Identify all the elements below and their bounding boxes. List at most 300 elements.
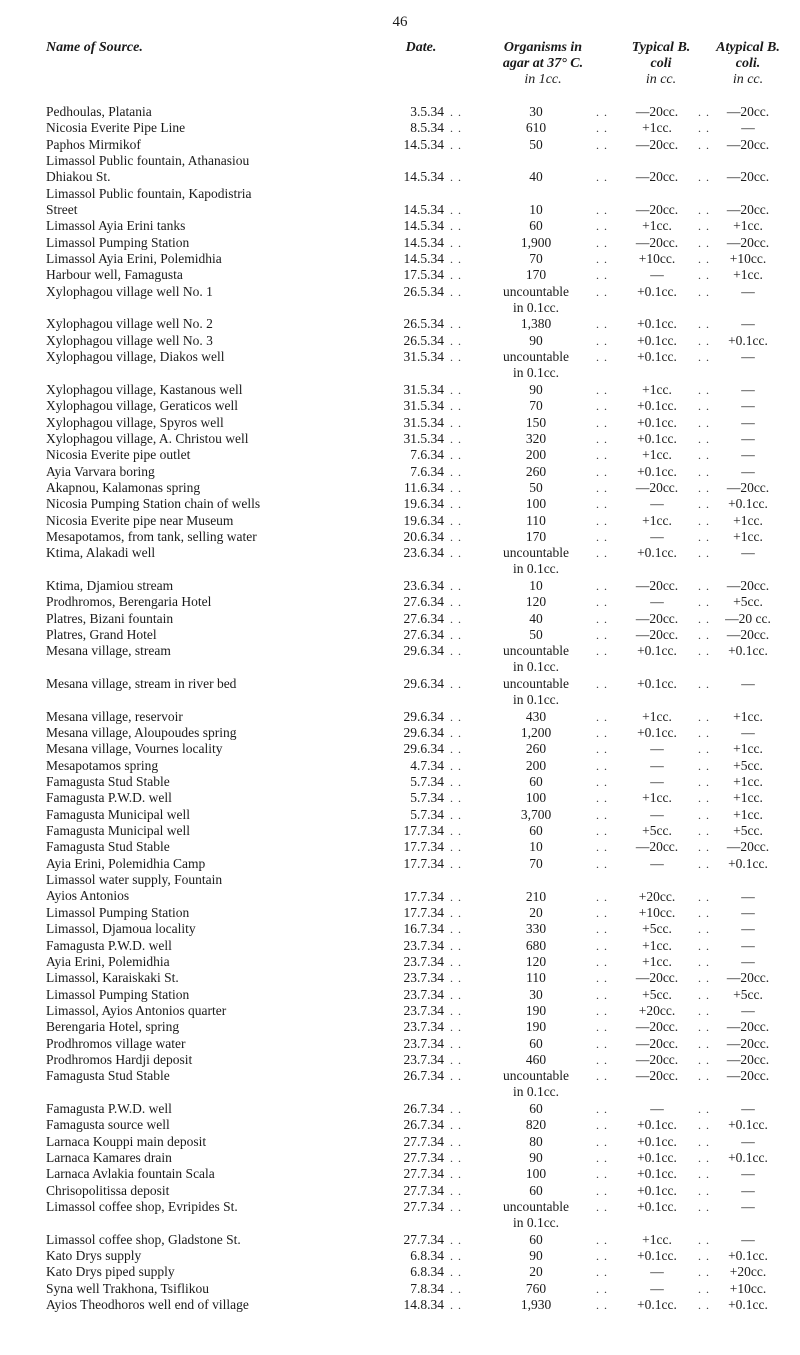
- source-name-line1: Famagusta Municipal well: [46, 823, 190, 839]
- dot-leader: . .: [596, 938, 608, 953]
- table-row: [46, 954, 776, 970]
- dot-leader: . .: [698, 350, 710, 365]
- table-row: [46, 153, 776, 186]
- typical-b-coli: —20cc.: [635, 169, 679, 185]
- organisms-count: [474, 725, 598, 741]
- organisms-count-value: 70: [529, 251, 543, 267]
- dot-leader: . .: [698, 905, 710, 920]
- table-row: [46, 1068, 776, 1101]
- dot-leader: . .: [698, 938, 710, 953]
- atypical-b-coli: —20cc.: [726, 970, 770, 986]
- dot-leader: . .: [450, 529, 462, 544]
- typical-b-coli: +5cc.: [642, 986, 672, 1002]
- organisms-count-value: 60: [529, 218, 543, 234]
- dot-leader: . .: [596, 1036, 608, 1051]
- table-row: [46, 725, 776, 741]
- dot-leader: . .: [450, 775, 462, 790]
- dot-leader: . .: [596, 480, 608, 495]
- atypical-b-coli: —: [741, 904, 755, 920]
- organisms-count-unit: in 0.1cc.: [512, 561, 560, 577]
- organisms-count: [474, 1052, 598, 1068]
- organisms-count: [474, 349, 598, 381]
- organisms-count-value: 50: [529, 627, 543, 642]
- organisms-count: [474, 676, 598, 708]
- source-name: [46, 186, 396, 218]
- organisms-count-value: 320: [525, 430, 547, 446]
- header-organisms-line3: in 1cc.: [524, 72, 562, 87]
- dot-leader: . .: [698, 775, 710, 790]
- dot-leader: . .: [596, 235, 608, 250]
- header-atypical-line3: in cc.: [732, 72, 764, 87]
- organisms-count-value: 70: [529, 855, 543, 871]
- dot-leader: . .: [698, 1281, 710, 1296]
- dot-leader: . .: [450, 1151, 462, 1165]
- organisms-count-value: 260: [525, 463, 547, 479]
- dot-leader: . .: [450, 1003, 462, 1018]
- typical-b-coli: +1cc.: [642, 1231, 672, 1247]
- source-name: [46, 1036, 396, 1052]
- typical-b-coli: —20cc.: [635, 577, 679, 593]
- atypical-b-coli: +10cc.: [729, 1280, 767, 1296]
- sample-date: 27.7.34: [403, 1231, 444, 1247]
- table-row: [46, 1019, 776, 1035]
- dot-leader: . .: [698, 791, 710, 806]
- organisms-count: [474, 398, 598, 414]
- organisms-count: [474, 611, 598, 627]
- table-row: [46, 186, 776, 219]
- sample-date: 26.5.34: [403, 283, 444, 299]
- table-row: [46, 120, 776, 136]
- source-name: [46, 218, 396, 234]
- dot-leader: . .: [698, 513, 710, 528]
- sample-date: 5.7.34: [410, 790, 444, 806]
- typical-b-coli: —: [650, 774, 664, 790]
- header-typical: [618, 40, 704, 88]
- source-name: [46, 823, 396, 839]
- dot-leader: . .: [450, 856, 462, 871]
- sample-date: 17.5.34: [403, 267, 444, 283]
- source-name-line1: Xylophagou village, Kastanous well: [46, 381, 243, 397]
- dot-leader: . .: [450, 137, 462, 152]
- organisms-count-value: 200: [525, 757, 547, 773]
- organisms-count-value: 1,930: [520, 1297, 552, 1313]
- dot-leader: . .: [450, 709, 462, 724]
- table-row: [46, 611, 776, 627]
- dot-leader: . .: [450, 1200, 462, 1215]
- sample-date: 27.7.34: [403, 1199, 444, 1215]
- atypical-b-coli: —20cc.: [726, 169, 770, 185]
- source-name: [46, 1117, 396, 1133]
- dot-leader: . .: [698, 922, 710, 937]
- dot-leader: . .: [450, 464, 462, 479]
- table-row: [46, 1150, 776, 1166]
- dot-leader: . .: [450, 350, 462, 365]
- source-name-line1: Prodhromos Hardji deposit: [46, 1051, 193, 1067]
- dot-leader: . .: [698, 856, 710, 871]
- dot-leader: . .: [450, 546, 462, 561]
- typical-b-coli: +1cc.: [642, 120, 672, 136]
- source-name: [46, 970, 396, 986]
- atypical-b-coli: —: [741, 316, 755, 332]
- dot-leader: . .: [698, 546, 710, 561]
- typical-b-coli: —: [650, 741, 664, 757]
- dot-leader: . .: [596, 415, 608, 430]
- table-row: [46, 382, 776, 398]
- dot-leader: . .: [450, 938, 462, 953]
- organisms-count-value: 70: [529, 398, 543, 414]
- dot-leader: . .: [596, 824, 608, 839]
- dot-leader: . .: [596, 1232, 608, 1247]
- source-name: [46, 709, 396, 725]
- dot-leader: . .: [698, 742, 710, 757]
- source-name-line1: Xylophagou village, Geraticos well: [46, 398, 238, 414]
- dot-leader: . .: [596, 922, 608, 937]
- typical-b-coli: —20cc.: [635, 202, 679, 218]
- sample-date: 17.7.34: [403, 823, 444, 839]
- organisms-count: [474, 889, 598, 905]
- table-row: [46, 1264, 776, 1280]
- typical-b-coli: +0.1cc.: [637, 643, 677, 659]
- typical-b-coli: +20cc.: [638, 888, 676, 904]
- typical-b-coli: +0.1cc.: [637, 1297, 677, 1313]
- dot-leader: . .: [596, 1020, 608, 1035]
- table-row: [46, 447, 776, 463]
- dot-leader: . .: [450, 726, 462, 741]
- source-name-line1: Limassol, Karaiskaki St.: [46, 970, 179, 986]
- dot-leader: . .: [450, 922, 462, 937]
- organisms-count: [474, 823, 598, 839]
- source-name: [46, 1134, 396, 1150]
- source-name-line1: Limassol Ayia Erini, Polemidhia: [46, 251, 222, 267]
- organisms-count-value: uncountable: [503, 1199, 569, 1215]
- table-row: [46, 1036, 776, 1052]
- organisms-count: [474, 316, 598, 332]
- dot-leader: . .: [596, 644, 608, 659]
- typical-b-coli: +1cc.: [642, 381, 672, 397]
- organisms-count-value: 80: [529, 1133, 543, 1149]
- source-name: [46, 758, 396, 774]
- organisms-count: [474, 1281, 598, 1297]
- source-name: [46, 1019, 396, 1035]
- dot-leader: . .: [698, 399, 710, 414]
- source-name: [46, 1297, 396, 1313]
- source-name-line1: Limassol Public fountain, Kapodistria: [46, 185, 252, 201]
- organisms-count: [474, 284, 598, 316]
- typical-b-coli: —: [650, 757, 664, 773]
- atypical-b-coli: +5cc.: [733, 757, 763, 773]
- source-name-line1: Kato Drys piped supply: [46, 1264, 175, 1280]
- sample-date: 23.6.34: [403, 577, 444, 593]
- table-row: [46, 251, 776, 267]
- source-name: [46, 856, 396, 872]
- dot-leader: . .: [698, 709, 710, 724]
- atypical-b-coli: +0.1cc.: [728, 496, 768, 512]
- organisms-count: [474, 218, 598, 234]
- organisms-count-value: 60: [529, 1100, 543, 1116]
- dot-leader: . .: [698, 235, 710, 250]
- typical-b-coli: —: [650, 267, 664, 283]
- organisms-count-value: 200: [525, 447, 547, 463]
- sample-date: 23.7.34: [403, 970, 444, 986]
- organisms-count-value: 820: [525, 1117, 547, 1133]
- source-name-line1: Syna well Trakhona, Tsiflikou: [46, 1280, 210, 1296]
- dot-leader: . .: [698, 105, 710, 119]
- typical-b-coli: —: [650, 496, 664, 512]
- source-name: [46, 872, 396, 904]
- source-name-line1: Famagusta Municipal well: [46, 806, 190, 822]
- dot-leader: . .: [450, 333, 462, 348]
- table-row: [46, 839, 776, 855]
- source-name: [46, 447, 396, 463]
- source-name-line1: Nicosia Everite Pipe Line: [46, 120, 186, 136]
- source-name-line1: Limassol coffee shop, Gladstone St.: [46, 1231, 241, 1247]
- sample-date: 23.7.34: [403, 953, 444, 969]
- table-row: [46, 398, 776, 414]
- atypical-b-coli: —: [741, 398, 755, 414]
- typical-b-coli: +10cc.: [638, 904, 676, 920]
- organisms-count-value: 610: [525, 120, 547, 136]
- dot-leader: . .: [698, 824, 710, 839]
- dot-leader: . .: [698, 987, 710, 1002]
- dot-leader: . .: [596, 170, 608, 185]
- source-name-line1: Nicosia Everite pipe near Museum: [46, 512, 234, 528]
- organisms-count-value: 90: [529, 332, 543, 348]
- typical-b-coli: +0.1cc.: [637, 414, 677, 430]
- dot-leader: . .: [698, 954, 710, 969]
- table-row: [46, 137, 776, 153]
- dot-leader: . .: [698, 726, 710, 741]
- dot-leader: . .: [596, 611, 608, 626]
- organisms-count-value: 110: [526, 970, 546, 986]
- typical-b-coli: +1cc.: [642, 937, 672, 953]
- sample-date: 19.6.34: [403, 496, 444, 512]
- organisms-count: [474, 627, 598, 643]
- source-name-line1: Mesana village, stream: [46, 643, 171, 659]
- dot-leader: . .: [596, 497, 608, 512]
- organisms-count-value: 100: [525, 496, 547, 512]
- source-name-line1: Larnaca Kouppi main deposit: [46, 1133, 207, 1149]
- sample-date: 23.7.34: [403, 1019, 444, 1035]
- dot-leader: . .: [596, 726, 608, 741]
- source-name-line1: Xylophagou village well No. 2: [46, 316, 213, 332]
- dot-leader: . .: [596, 1151, 608, 1165]
- typical-b-coli: +0.1cc.: [637, 1166, 677, 1182]
- atypical-b-coli: +1cc.: [733, 708, 763, 724]
- sample-date: 29.6.34: [403, 725, 444, 741]
- atypical-b-coli: —: [741, 447, 755, 463]
- organisms-count-value: 100: [525, 790, 547, 806]
- atypical-b-coli: +10cc.: [729, 251, 767, 267]
- atypical-b-coli: —: [741, 953, 755, 969]
- source-name-line1: Platres, Bizani fountain: [46, 610, 174, 626]
- dot-leader: . .: [698, 252, 710, 267]
- typical-b-coli: +1cc.: [642, 447, 672, 463]
- sample-date: 27.6.34: [403, 610, 444, 626]
- atypical-b-coli: —: [741, 921, 755, 937]
- typical-b-coli: +0.1cc.: [637, 1248, 677, 1264]
- dot-leader: . .: [596, 1003, 608, 1018]
- typical-b-coli: +1cc.: [642, 512, 672, 528]
- data-table: [46, 104, 776, 1313]
- dot-leader: . .: [450, 448, 462, 463]
- dot-leader: . .: [596, 252, 608, 267]
- page-number: 46: [392, 14, 408, 30]
- dot-leader: . .: [450, 105, 462, 119]
- atypical-b-coli: +0.1cc.: [728, 1117, 768, 1133]
- source-name: [46, 1199, 396, 1215]
- dot-leader: . .: [698, 203, 710, 218]
- source-name-line1: Famagusta Stud Stable: [46, 839, 170, 855]
- dot-leader: . .: [450, 1020, 462, 1035]
- typical-b-coli: —20cc.: [635, 1035, 679, 1051]
- dot-leader: . .: [596, 529, 608, 544]
- source-name: [46, 1281, 396, 1297]
- source-name-line1: Akapnou, Kalamonas spring: [46, 479, 201, 495]
- table-row: [46, 235, 776, 251]
- typical-b-coli: —20cc.: [635, 1068, 679, 1084]
- source-name-line1: Kato Drys supply: [46, 1248, 142, 1264]
- table-row: [46, 970, 776, 986]
- dot-leader: . .: [596, 464, 608, 479]
- dot-leader: . .: [596, 807, 608, 822]
- organisms-count: [474, 758, 598, 774]
- dot-leader: . .: [698, 1118, 710, 1133]
- table-row: [46, 905, 776, 921]
- dot-leader: . .: [596, 137, 608, 152]
- header-typical-line1: Typical B.: [631, 40, 691, 55]
- sample-date: 14.5.34: [403, 218, 444, 234]
- dot-leader: . .: [698, 170, 710, 185]
- atypical-b-coli: +1cc.: [733, 790, 763, 806]
- organisms-count: [474, 1019, 598, 1035]
- atypical-b-coli: —20cc.: [726, 136, 770, 152]
- organisms-count: [474, 1297, 598, 1313]
- organisms-count-value: 100: [525, 1166, 547, 1182]
- typical-b-coli: +0.1cc.: [637, 430, 677, 446]
- dot-leader: . .: [698, 382, 710, 397]
- typical-b-coli: +0.1cc.: [637, 463, 677, 479]
- dot-leader: . .: [596, 219, 608, 234]
- atypical-b-coli: —: [741, 725, 755, 741]
- atypical-b-coli: +5cc.: [733, 823, 763, 839]
- dot-leader: . .: [698, 480, 710, 495]
- dot-leader: . .: [450, 1167, 462, 1182]
- sample-date: 7.8.34: [410, 1280, 444, 1296]
- table-row: [46, 464, 776, 480]
- sample-date: 27.6.34: [403, 594, 444, 610]
- dot-leader: . .: [698, 677, 710, 692]
- source-name-line1: Platres, Grand Hotel: [46, 627, 157, 642]
- organisms-count-value: 150: [525, 414, 547, 430]
- organisms-count-value: 60: [529, 1231, 543, 1247]
- table-row: [46, 774, 776, 790]
- source-name: [46, 137, 396, 153]
- dot-leader: . .: [450, 644, 462, 659]
- table-row: [46, 676, 776, 709]
- organisms-count-value: 190: [525, 1019, 547, 1035]
- source-name: [46, 921, 396, 937]
- table-row: [46, 1183, 776, 1199]
- table-row: [46, 1003, 776, 1019]
- source-name: [46, 1183, 396, 1199]
- source-name-line1: Famagusta source well: [46, 1117, 170, 1133]
- dot-leader: . .: [596, 431, 608, 446]
- source-name-line1: Famagusta P.W.D. well: [46, 937, 172, 953]
- sample-date: 31.5.34: [403, 381, 444, 397]
- dot-leader: . .: [596, 578, 608, 593]
- sample-date: 26.5.34: [403, 332, 444, 348]
- dot-leader: . .: [698, 1265, 710, 1280]
- source-name: [46, 153, 396, 185]
- source-name-line1: Famagusta Stud Stable: [46, 774, 170, 790]
- source-name-line1: Mesapotamos, from tank, selling water: [46, 528, 257, 544]
- organisms-count: [474, 905, 598, 921]
- sample-date: 27.7.34: [403, 1166, 444, 1182]
- dot-leader: . .: [596, 317, 608, 332]
- typical-b-coli: +0.1cc.: [637, 1133, 677, 1149]
- sample-date: 7.6.34: [410, 447, 444, 463]
- atypical-b-coli: —20cc.: [726, 234, 770, 250]
- table-row: [46, 643, 776, 676]
- sample-date: 23.7.34: [403, 1002, 444, 1018]
- dot-leader: . .: [450, 268, 462, 283]
- dot-leader: . .: [596, 709, 608, 724]
- dot-leader: . .: [596, 333, 608, 348]
- source-name: [46, 529, 396, 545]
- atypical-b-coli: —: [741, 463, 755, 479]
- typical-b-coli: +10cc.: [638, 251, 676, 267]
- dot-leader: . .: [596, 448, 608, 463]
- table-row: [46, 513, 776, 529]
- atypical-b-coli: —: [741, 1166, 755, 1182]
- dot-leader: . .: [596, 1249, 608, 1264]
- sample-date: 5.7.34: [410, 774, 444, 790]
- typical-b-coli: —: [650, 594, 664, 610]
- dot-leader: . .: [450, 758, 462, 773]
- source-name: [46, 594, 396, 610]
- source-name-line2: Street: [46, 201, 78, 217]
- dot-leader: . .: [698, 595, 710, 610]
- atypical-b-coli: +0.1cc.: [728, 1248, 768, 1264]
- source-name: [46, 1248, 396, 1264]
- table-row: [46, 496, 776, 512]
- source-name-line1: Larnaca Avlakia fountain Scala: [46, 1166, 215, 1182]
- sample-date: 17.7.34: [403, 839, 444, 855]
- source-name: [46, 349, 396, 365]
- dot-leader: . .: [450, 252, 462, 267]
- organisms-count: [474, 251, 598, 267]
- typical-b-coli: —20cc.: [635, 1051, 679, 1067]
- source-name: [46, 545, 396, 561]
- organisms-count: [474, 431, 598, 447]
- typical-b-coli: +1cc.: [642, 953, 672, 969]
- source-name: [46, 513, 396, 529]
- organisms-count: [474, 839, 598, 855]
- source-name-line1: Nicosia Everite pipe outlet: [46, 447, 191, 463]
- dot-leader: . .: [596, 399, 608, 414]
- atypical-b-coli: —20cc.: [726, 1019, 770, 1035]
- organisms-count-value: uncountable: [503, 349, 569, 365]
- table-row: [46, 431, 776, 447]
- source-name-line1: Limassol Pumping Station: [46, 234, 190, 250]
- atypical-b-coli: —20cc.: [726, 839, 770, 855]
- dot-leader: . .: [596, 546, 608, 561]
- organisms-count-value: 460: [525, 1051, 547, 1067]
- source-name-line2: Dhiakou St.: [46, 169, 111, 185]
- organisms-count: [474, 921, 598, 937]
- organisms-count-value: 20: [529, 1264, 543, 1280]
- table-row: [46, 349, 776, 382]
